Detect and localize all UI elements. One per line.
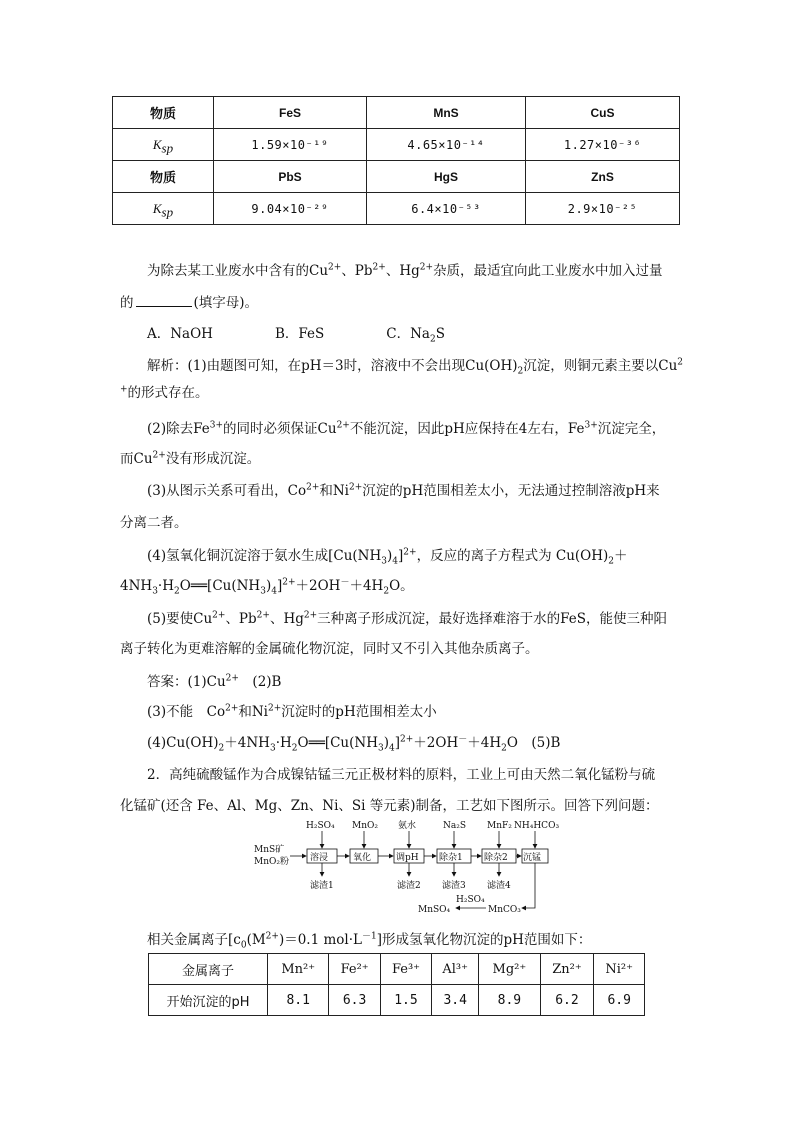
ph-ion: Fe³⁺ — [380, 954, 431, 985]
question-options: A．NaOH B．FeS C．$Na_2S$ — [147, 326, 445, 345]
ph-value-row — [149, 985, 645, 1016]
analysis-line-5: (3)从图示关系可看出，$Co^{2+}$和$Ni^{2+}$沉淀的pH范围相差太小，无法通过控制溶液pH来 — [147, 482, 660, 499]
analysis-line-7: (4)氢氧化铜沉淀溶于氨水生成$[Cu(NH_3)_4]^{2+}$，反应的离子方程式为 $Cu(OH)_2+$ — [147, 547, 628, 567]
ph-header-label: 金属离子 — [149, 954, 268, 985]
ph-ion: Al³⁺ — [432, 954, 479, 985]
flow-product-final: MnSO₄ — [418, 905, 451, 915]
answer-line-3: $(4)Cu(OH)_2+4NH_3\cdot H_2O══[Cu(NH_3)_4]^{2+}+2OH^-+4H_2O$ (5)B — [147, 734, 561, 754]
ksp-label-substance: 物质 — [113, 97, 214, 129]
q2-line-2: 化锰矿(还含 Fe、Al、Mg、Zn、Ni、Si 等元素)制备，工艺如下图所示。回答下列问题： — [120, 798, 659, 814]
ph-value: 8.1 — [268, 985, 329, 1016]
flow-input-2: MnO₂粉 — [254, 857, 289, 867]
ksp-table — [112, 96, 680, 225]
ksp-value: 4.65×10⁻¹⁴ — [367, 129, 526, 161]
flow-residue: 滤渣3 — [442, 881, 466, 891]
flow-step: 调pH — [396, 853, 419, 863]
ph-ion: Ni²⁺ — [594, 954, 645, 985]
ksp-value: 1.59×10⁻¹⁹ — [214, 129, 367, 161]
ksp-header-row-2 — [113, 161, 680, 193]
flow-step: 氧化 — [353, 853, 372, 863]
flow-reagent: MnF₂ — [487, 821, 512, 831]
ph-header-row — [149, 954, 645, 985]
flow-product-reagent: H₂SO₄ — [456, 895, 485, 905]
ksp-substance: ZnS — [526, 161, 680, 193]
ph-table — [148, 953, 645, 1016]
flow-residue: 滤渣2 — [397, 881, 421, 891]
analysis-line-6: 分离二者。 — [120, 515, 188, 531]
question-line-1: 为除去某工业废水中含有的$Cu^{2+}$、$Pb^{2+}$、$Hg^{2+}$杂质，最适宜向此工业废水中加入过量 — [147, 262, 663, 279]
analysis-line-4: 而$Cu^{2+}$没有形成沉淀。 — [120, 450, 261, 467]
flow-input-1: MnS矿 — [254, 845, 285, 855]
analysis-line-3: (2)除去$Fe^{3+}$的同时必须保证$Cu^{2+}$不能沉淀，因此pH应保持在4左右，$Fe^{3+}$沉淀完全， — [147, 420, 666, 437]
ph-value: 8.9 — [479, 985, 540, 1016]
ksp-label-substance: 物质 — [113, 161, 214, 193]
flow-reagent: H₂SO₄ — [306, 821, 335, 831]
ksp-value: 6.4×10⁻⁵³ — [367, 193, 526, 225]
ph-ion: Fe²⁺ — [329, 954, 380, 985]
flow-steps — [307, 849, 548, 863]
ksp-substance: CuS — [526, 97, 680, 129]
ph-intro: 相关金属离子[$c_0(M^{2+})=0.1$ $mol\cdot L^{-1}$]形成氢氧化物沉淀的pH范围如下： — [147, 931, 592, 951]
flow-residue: 滤渣4 — [487, 881, 511, 891]
q2-line-1: 2．高纯硫酸锰作为合成镍钴锰三元正极材料的原料，工业上可由天然二氧化锰粉与硫 — [147, 767, 656, 783]
ksp-value-row-1 — [113, 129, 680, 161]
ph-ion: Zn²⁺ — [540, 954, 594, 985]
ksp-label: $K_{sp}$ — [113, 129, 214, 161]
ksp-substance: HgS — [367, 161, 526, 193]
ksp-value: 9.04×10⁻²⁹ — [214, 193, 367, 225]
question-line-2: 的 (填字母)。 — [120, 292, 258, 313]
ph-value: 1.5 — [380, 985, 431, 1016]
analysis-line-8: $4NH_3\cdot H_2O══[Cu(NH_3)_4]^{2+}+2OH^-+4H_2O$。 — [120, 577, 414, 597]
ksp-substance: FeS — [214, 97, 367, 129]
flow-product-path — [418, 863, 535, 915]
ksp-value: 1.27×10⁻³⁶ — [526, 129, 680, 161]
analysis-line-1: 解析：(1)由题图可知，在pH＝3时，溶液中不会出现$Cu(OH)_2$沉淀，则铜元素主要以Cu$^2$ — [147, 357, 684, 377]
ksp-substance: PbS — [214, 161, 367, 193]
flow-reagents — [306, 819, 559, 848]
flow-step: 除杂1 — [439, 853, 463, 863]
process-flow-diagram — [250, 818, 560, 918]
answer-blank — [136, 292, 192, 307]
ph-value: 3.4 — [432, 985, 479, 1016]
ksp-header-row-1 — [113, 97, 680, 129]
flow-reagent: 氨水 — [398, 821, 417, 831]
ph-value: 6.2 — [540, 985, 594, 1016]
flow-residues — [310, 863, 511, 891]
analysis-line-2: +的形式存在。 — [120, 384, 209, 401]
flow-step: 除杂2 — [484, 853, 508, 863]
ksp-substance: MnS — [367, 97, 526, 129]
ph-row-label: 开始沉淀的pH — [149, 985, 268, 1016]
ph-ion: Mn²⁺ — [268, 954, 329, 985]
flow-reagent: NH₄HCO₃ — [514, 821, 560, 831]
ksp-value: 2.9×10⁻²⁵ — [526, 193, 680, 225]
analysis-line-9: (5)要使$Cu^{2+}$、$Pb^{2+}$、$Hg^{2+}$三种离子形成沉淀，最好选择难溶于水的FeS，能使三种阳 — [147, 610, 668, 627]
flow-step: 溶浸 — [310, 853, 329, 863]
analysis-line-10: 离子转化为更难溶解的金属硫化物沉淀，同时又不引入其他杂质离子。 — [120, 641, 539, 657]
ph-ion: Mg²⁺ — [479, 954, 540, 985]
ksp-value-row-2 — [113, 193, 680, 225]
flow-reagent: MnO₂ — [352, 821, 378, 831]
flow-reagent: Na₂S — [443, 821, 467, 831]
answer-line-1: 答案：$(1)Cu^{2+}$ (2)B — [147, 673, 282, 690]
flow-product-mid: MnCO₃ — [488, 905, 521, 915]
ph-value: 6.3 — [329, 985, 380, 1016]
answer-line-2: (3)不能 $Co^{2+}$和$Ni^{2+}$沉淀时的pH范围相差太小 — [147, 703, 437, 720]
ph-value: 6.9 — [594, 985, 645, 1016]
flow-residue: 滤渣1 — [310, 881, 334, 891]
ksp-label: $K_{sp}$ — [113, 193, 214, 225]
flow-step: 沉锰 — [523, 853, 542, 863]
